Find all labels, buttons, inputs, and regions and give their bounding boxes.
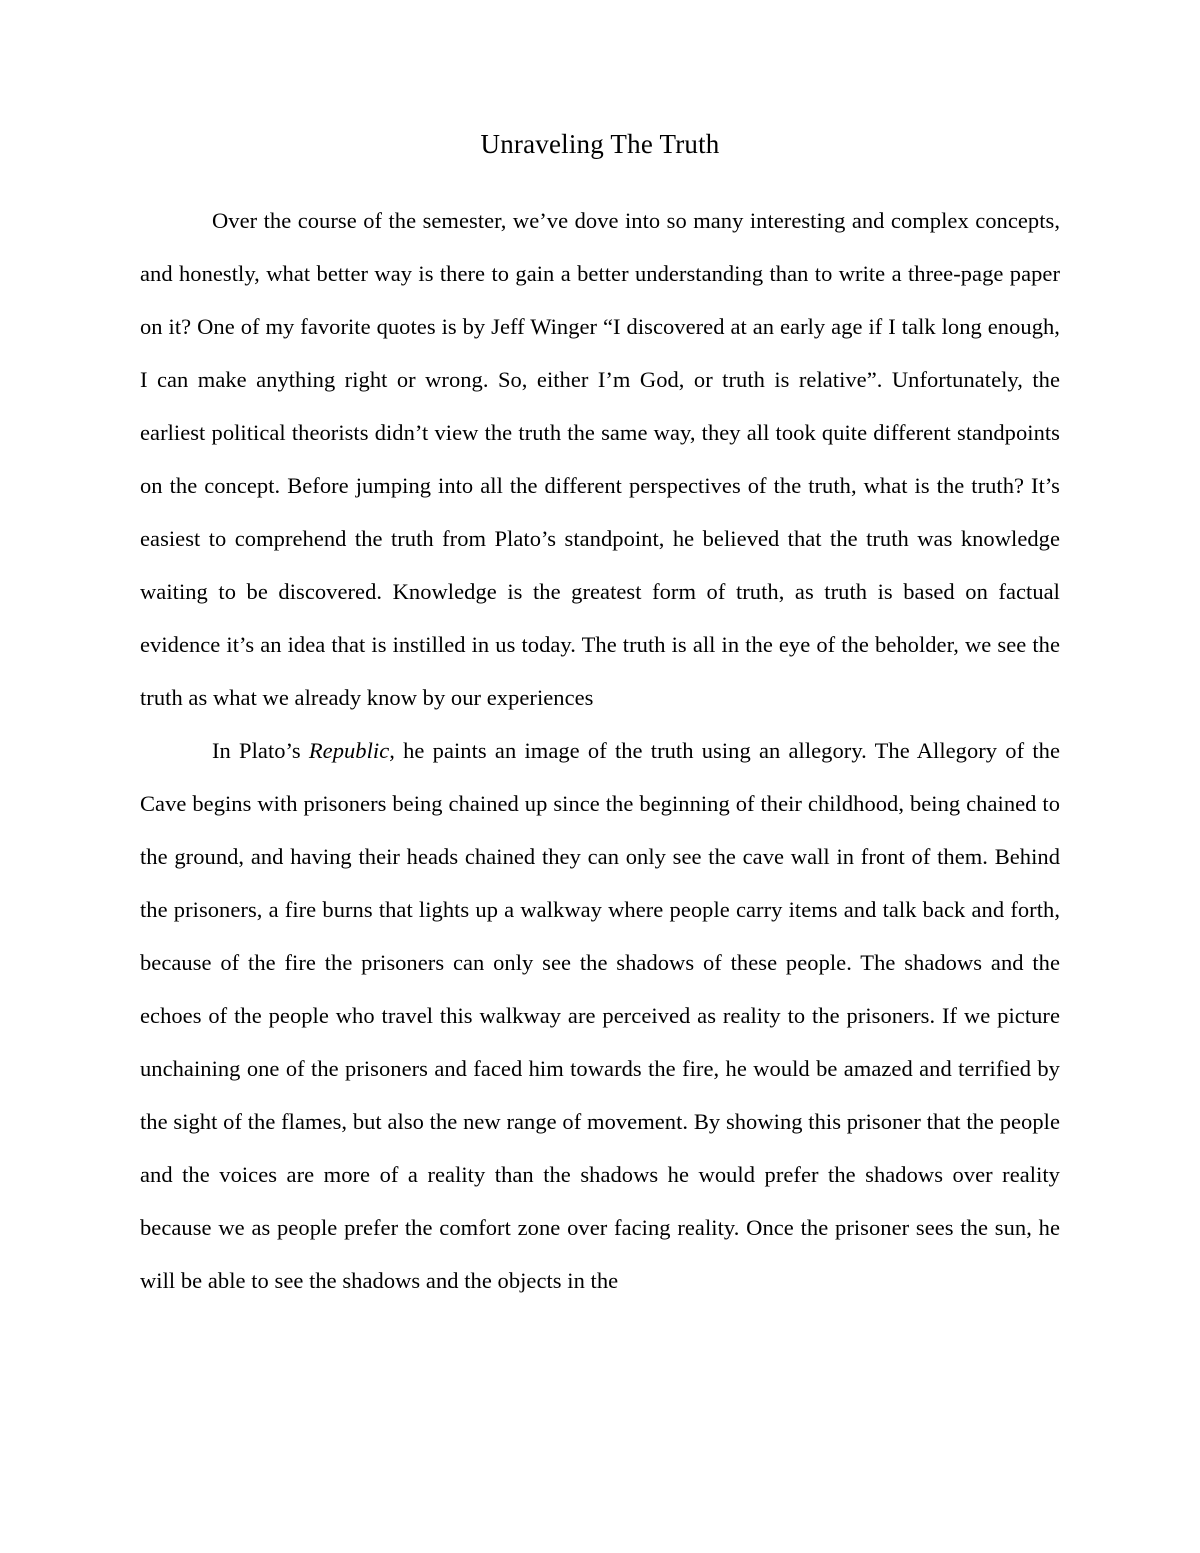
paragraph-2 [140, 724, 1060, 1307]
work-title-republic: Republic, [308, 738, 395, 764]
paragraph-2-remainder-text: he paints an image of the truth using an allegory. The Allegory of the Cave begins with prisoners being chained up since the beginning of their childhood, being chained to the ground, and having their heads chained they can only see the cave wall in front of them. Behind the prisoners, a fire burns that lights up a walkway where people carry items and talk back and forth, because of the fire the prisoners can only see the shadows of these people. The shadows and the echoes of the people who travel this walkway are perceived as reality to the prisoners. If we picture unchaining one of the prisoners and faced him towards the fire, he would be amazed and terrified by the sight of the flames, but also the new range of movement. By showing this prisoner that the people and the voices are more of a reality than the shadows he would prefer the shadows over reality because we as people prefer the comfort zone over facing reality. Once the prisoner sees the sun, he will be able to see the shadows and the objects in the [140, 738, 1060, 1294]
paragraph-2-lead-text: In Plato’s [212, 738, 309, 764]
page-title: Unraveling The Truth [480, 129, 720, 159]
paragraph-1: Over the course of the semester, we’ve dove into so many interesting and complex concepts, and honestly, what better way is there to gain a better understanding than to write a three-page paper on it? One of my favorite quotes is by Jeff Winger “I discovered at an early age if I talk long enough, I can make anything right or wrong. So, either I’m God, or truth is relative”. Unfortunately, the earliest political theorists didn’t view the truth the same way, they all took quite different standpoints on the concept. Before jumping into all the different perspectives of the truth, what is the truth? It’s easiest to comprehend the truth from Plato’s standpoint, he believed that the truth was knowledge waiting to be discovered. Knowledge is the greatest form of truth, as truth is based on factual evidence it’s an idea that is instilled in us today. The truth is all in the eye of the beholder, we see the truth as what we already know by our experiences [140, 208, 1060, 711]
